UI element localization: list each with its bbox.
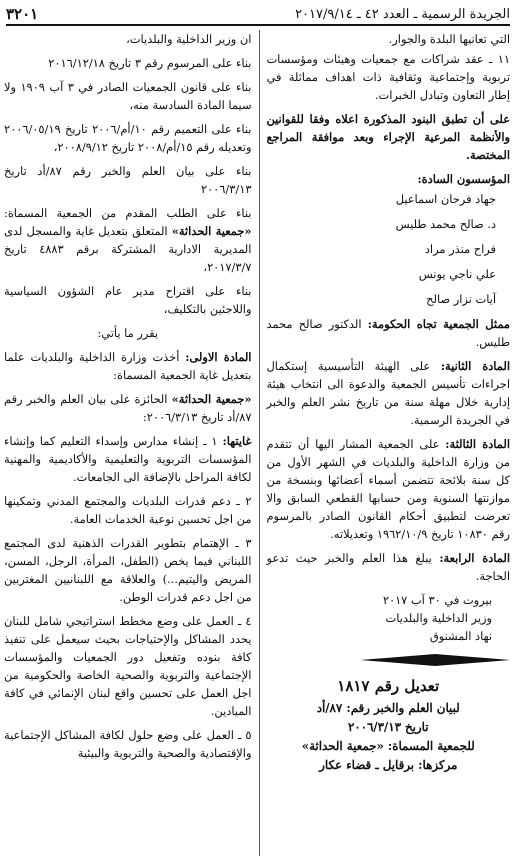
founder-name: آيات نزار صالح	[426, 292, 496, 306]
left-column	[4, 30, 259, 856]
founder-name: علي ناجي يونس	[418, 267, 496, 281]
amendment-line: تاريخ ٢٠٠٦/٣/١٣	[347, 720, 429, 734]
page-number: ٣٢٠١	[6, 5, 39, 23]
goal-item-5: ٥ ـ العمل على وضع حلول لكافة المشاكل الإجتماعية والإقتصادية والصحية والتربوية والبيئية	[4, 728, 252, 760]
article-2-label: المادة الثانية:	[440, 359, 510, 373]
paragraph: بناء على المرسوم رقم ٣ تاريخ ٢٠١٦/١٢/١٨	[48, 56, 252, 70]
section-divider-ornament	[360, 653, 510, 667]
amendment-title: تعديل رقم ١٨١٧	[337, 677, 440, 695]
goal-item-4: ٤ ـ العمل على وضع مخطط استراتيجي شامل للبنان يحدد المشاكل والإحتياجات بحيث سيعمل على تنفيذ كافة بنوده وتفعيل دور الجمعيات والمؤسسات الإجتماعية والتربوية والصحية الخاصة والحكومية من اجل العمل على تحسين واقع لبنان الإنمائي في كافة الميادين.	[4, 614, 252, 718]
paragraph: بناء على التعميم رقم ١٠/أم/٢٠٠٦ تاريخ ٢٠٠٦/٠٥/١٩ وتعديله رقم ١٥/أم/٢٠٠٨ تاريخ ٢٠٠٨/٩/١٢،	[4, 122, 252, 154]
paragraph: بناء على بيان العلم والخبر رقم ٨٧/أد تاريخ ٢٠٠٦/٣/١٣	[4, 164, 252, 196]
article-1	[4, 348, 251, 384]
article-3-text: على الجمعية المشار اليها أن تتقدم من وزارة الداخلية والبلديات في الشهر الأول من كل سنة بلائحة تتضمن أسماء أعضائها وبنسخة من موازنتها السنوية ومن حسابها القطعي السابق والا تعرضت لتطبيق أحكام القانون الصادر بالمرسوم رقم ١٠٨٣٠ تاريخ ١٩٦٢/١٠/٩ وتعديلاته.	[266, 437, 510, 541]
compliance-clause: على أن تطبق البنود المذكورة اعلاه وفقا للقوانين والأنظمة المرعية الإجراء وبعد موافقة المراجع المختصة.	[266, 112, 510, 162]
founder-name: فراح منذر مراد	[424, 242, 496, 256]
goal-item-2: ٢ ـ دعم قدرات البلديات والمجتمع المدني وتمكينها من اجل تحسين نوعية الخدمات العامة.	[4, 494, 252, 526]
two-column-body	[4, 30, 510, 856]
article-1-label: المادة الاولى:	[185, 350, 252, 364]
article-4	[266, 549, 510, 585]
government-representative	[266, 315, 510, 351]
rep-value: الدكتور صالح محمد طليس.	[266, 317, 510, 349]
article-1-association	[4, 390, 251, 426]
goals-paragraph	[4, 432, 251, 486]
page-header	[6, 4, 510, 26]
article-2	[266, 357, 510, 429]
request-intro: بناء على الطلب المقدم من الجمعية المسماة:	[4, 206, 252, 220]
signature-name: نهاد المشنوق	[429, 629, 492, 643]
goal-item-11: ١١ ـ عقد شراكات مع جمعيات وهيئات ومؤسسات تربوية وإجتماعية وثقافية ذات اهداف مماثلة في إطار التعاون وتبادل الخبرات.	[266, 52, 510, 102]
decision-heading: يقرر ما يأتي:	[97, 326, 159, 340]
goal-item-1: ١ ـ إنشاء مدارس وإسداء التعليم كما وإنشاء المؤسسات التربوية والتعليمية والأكاديمية والمهنية لكافة المراحل بالإضافة الى الجامعات.	[4, 434, 252, 484]
article-4-text: يبلغ هذا العلم والخبر حيث تدعو الحاجة.	[266, 551, 510, 583]
amendment-line: مركزها: برقايل ـ قضاء عكار	[319, 758, 458, 772]
gazette-issue-title: الجريدة الرسمية ـ العدد ٤٢ ـ ٢٠١٧/٩/١٤	[295, 6, 510, 22]
article-2-text: على الهيئة التأسيسية إستكمال اجراءات تأسيس الجمعية والدعوة الى انتخاب هيئة إدارية خلال مهلة سنة من تاريخ نشر العلم والخبر في الجريدة الرسمية.	[266, 359, 510, 427]
association-name: «جمعية الحداثة»	[171, 392, 252, 406]
article-3	[266, 435, 510, 543]
goal-item-3: ٣ ـ الإهتمام بتطوير القدرات الذهنية لدى المجتمع اللبناني فيما يخص (الطفل، المرأة، الرجل، المسن، المريض واليتيم...) والعلاقة مع اللبنانيين المغتربين من اجل دعم قدرات الوطن.	[4, 536, 252, 604]
rep-label: ممثل الجمعية تجاه الحكومة:	[367, 317, 510, 331]
paragraph: بناء على قانون الجمعيات الصادر في ٣ آب ١٩٠٩ ولا سيما المادة السادسة منه،	[4, 80, 252, 112]
paragraph: التي تعانيها البلدة والجوار.	[388, 32, 510, 46]
association-name: «جمعية الحداثة»	[171, 224, 252, 238]
signature-place-date: بيروت في ٣٠ آب ٢٠١٧	[382, 593, 492, 607]
request-details: المتعلق بتعديل غاية والمسجل لدى المديرية الادارية المشتركة برقم ٤٨٨٣ تاريخ ٢٠١٧/٣/٧،	[4, 224, 252, 274]
association-permit: الحائزة على بيان العلم والخبر رقم ٨٧/أد تاريخ ٢٠٠٦/٣/١٣:	[4, 392, 252, 424]
article-3-label: المادة الثالثة:	[445, 437, 510, 451]
paragraph: بناء على اقتراح مدير عام الشؤون السياسية واللاجئين بالتكليف،	[4, 284, 252, 316]
founder-name: د. صالح محمد طليس	[395, 217, 496, 231]
paragraph: ان وزير الداخلية والبلديات،	[126, 32, 252, 46]
article-1-text: أخذت وزارة الداخلية والبلديات علما بتعديل غاية الجمعية المسماة:	[4, 350, 252, 382]
amendment-line: للجمعية المسماة: «جمعية الحداثة»	[301, 739, 475, 753]
amendment-line: لبيان العلم والخبر رقم: ٨٧/أد	[316, 701, 460, 715]
goals-label: غايتها:	[222, 434, 252, 448]
founders-title: المؤسسون السادة:	[417, 172, 510, 186]
founder-name: جهاد فرحان اسماعيل	[395, 192, 496, 206]
article-4-label: المادة الرابعة:	[439, 551, 510, 565]
right-column	[259, 30, 510, 856]
signature-title: وزير الداخلية والبلديات	[385, 611, 492, 625]
request-paragraph	[4, 204, 251, 276]
